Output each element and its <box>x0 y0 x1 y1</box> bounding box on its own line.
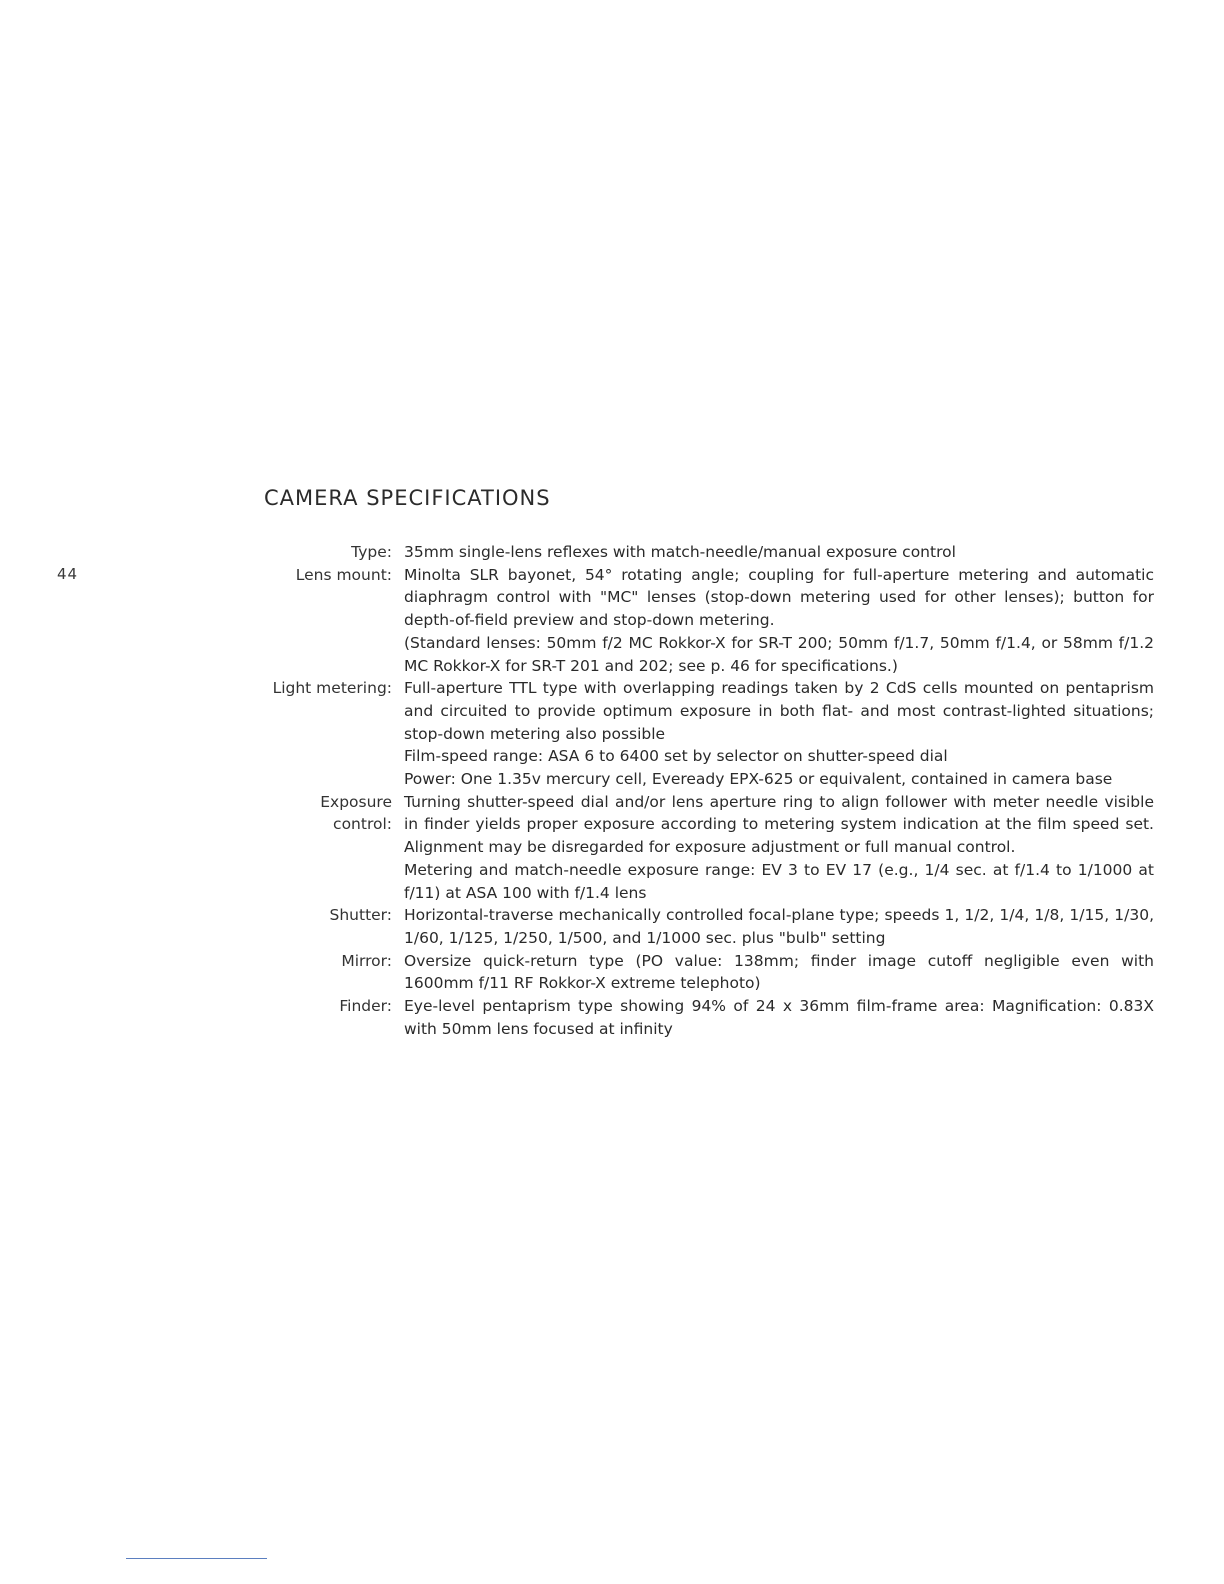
spec-paragraph: Metering and match-needle exposure range: EV 3 to EV 17 (e.g., 1/4 sec. at f/1.4 to 1/1000 at f/11) at ASA 100 with f/1.4 lens <box>404 860 1154 902</box>
spec-description <box>404 904 1154 949</box>
spec-paragraph: Film-speed range: ASA 6 to 6400 set by selector on shutter-speed dial <box>404 747 948 766</box>
spec-label: Light metering: <box>272 679 392 698</box>
spec-row <box>262 995 1154 1040</box>
spec-row <box>262 791 1154 905</box>
spec-paragraph: Horizontal-traverse mechanically controlled focal-plane type; speeds 1, 1/2, 1/4, 1/8, 1/15, 1/30, 1/60, 1/125, 1/250, 1/500, and 1/1000 sec. plus "bulb" setting <box>404 906 1154 947</box>
spec-label: Exposure control: <box>320 792 392 834</box>
spec-description <box>404 564 1154 678</box>
spec-paragraph: Oversize quick-return type (PO value: 138mm; finder image cutoff negligible even with 1600mm f/11 RF Rokkor-X extreme telephoto) <box>404 951 1154 993</box>
spec-label: Shutter: <box>329 906 392 925</box>
spec-label: Type: <box>351 543 392 561</box>
spec-description <box>404 541 1154 564</box>
spec-paragraph: Full-aperture TTL type with overlapping readings taken by 2 CdS cells mounted on pentaprism and circuited to provide optimum exposure in both flat- and most contrast-lighted situations; stop-down metering also possible <box>404 679 1154 743</box>
spec-paragraph: (Standard lenses: 50mm f/2 MC Rokkor-X for SR-T 200; 50mm f/1.7, 50mm f/1.4, or 58mm f/1.2 MC Rokkor-X for SR-T 201 and 202; see p. 46 for specifications.) <box>404 633 1154 675</box>
spec-description <box>404 995 1154 1040</box>
spec-description <box>404 677 1154 791</box>
spec-description <box>404 791 1154 905</box>
spec-row <box>262 677 1154 791</box>
spec-paragraph: Power: One 1.35v mercury cell, Eveready EPX-625 or equivalent, contained in camera base <box>404 770 1113 789</box>
spec-row <box>262 904 1154 949</box>
page-number: 44 <box>57 565 79 583</box>
spec-paragraph: 35mm single-lens reflexes with match-needle/manual exposure control <box>404 543 956 561</box>
spec-label: Finder: <box>339 997 392 1016</box>
spec-paragraph: Eye-level pentaprism type showing 94% of 24 x 36mm film-frame area: Magnification: 0.83X with 50mm lens focused at infinity <box>404 997 1154 1038</box>
specifications-list <box>262 541 1154 1040</box>
page-title: CAMERA SPECIFICATIONS <box>264 486 551 510</box>
spec-paragraph: Turning shutter-speed dial and/or lens aperture ring to align follower with meter needle visible in finder yields proper exposure according to metering system indication at the film speed set. Alignment may be disregarded for exposure adjustment or full manual control. <box>404 792 1154 857</box>
spec-row <box>262 950 1154 995</box>
spec-description <box>404 950 1154 995</box>
spec-row <box>262 564 1154 678</box>
spec-row <box>262 541 1154 564</box>
spec-label: Lens mount: <box>295 565 392 584</box>
spec-paragraph: Minolta SLR bayonet, 54° rotating angle; coupling for full-aperture metering and automatic diaphragm control with "MC" lenses (stop-down metering used for other lenses); button for depth-of-field preview and stop-down metering. <box>404 565 1154 630</box>
footer-rule <box>126 1558 267 1559</box>
spec-label: Mirror: <box>341 951 392 970</box>
